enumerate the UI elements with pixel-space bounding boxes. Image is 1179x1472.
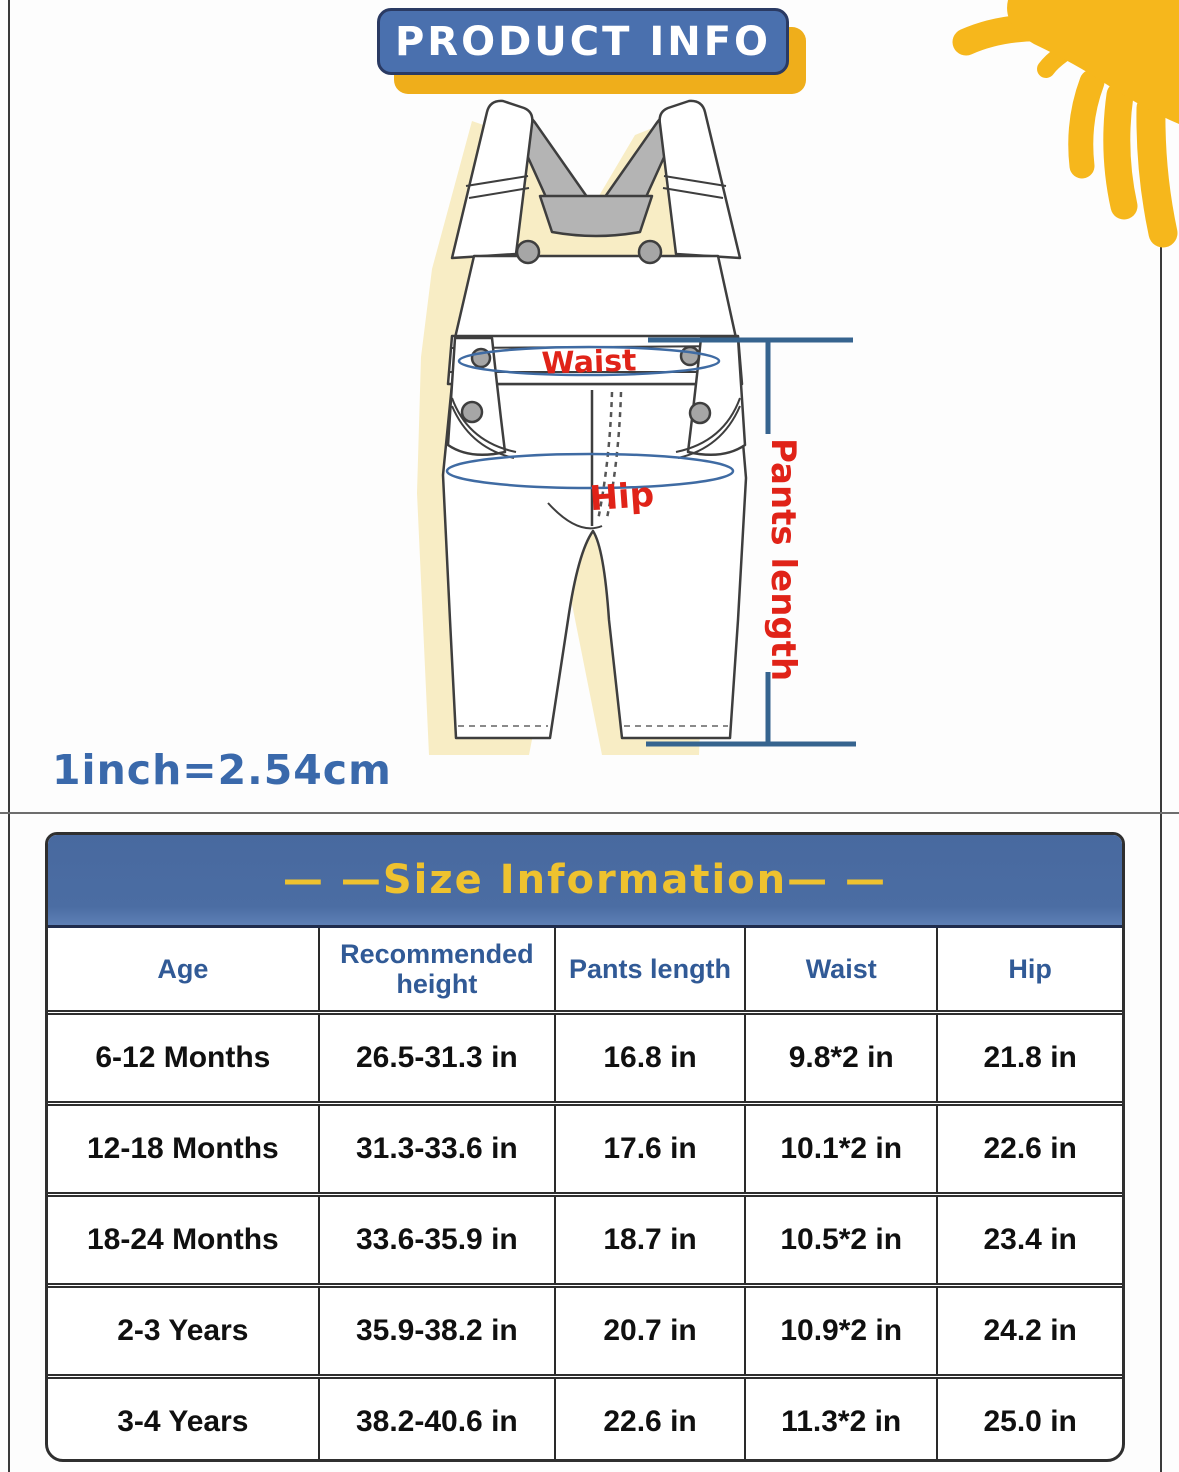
product-info-title: PRODUCT INFO (394, 18, 772, 65)
unit-conversion-note: 1inch=2.54cm (52, 746, 392, 794)
section-divider-line (0, 812, 1179, 814)
table-cell: 18.7 in (556, 1197, 746, 1283)
waist-label: Waist (541, 343, 637, 382)
table-cell: 24.2 in (983, 1314, 1077, 1347)
table-cell: 22.6 in (556, 1379, 746, 1462)
size-table-title: — —Size Information— — (282, 857, 888, 903)
table-cell: 20.7 in (556, 1288, 746, 1374)
table-cell: 18-24 Months (48, 1197, 320, 1283)
table-row (48, 1283, 1122, 1374)
hip-label: Hip (588, 474, 656, 520)
table-cell: 6-12 Months (48, 1015, 320, 1101)
table-cell: 31.3-33.6 in (320, 1106, 556, 1192)
table-cell: 12-18 Months (48, 1106, 320, 1192)
table-row (48, 1101, 1122, 1192)
column-header-pants-length: Pants length (556, 928, 746, 1010)
page-border-left (8, 0, 10, 1472)
size-information-table (45, 832, 1125, 1462)
table-body (48, 1010, 1122, 1462)
table-cell: 10.1*2 in (746, 1106, 938, 1192)
table-cell: 10.9*2 in (746, 1288, 938, 1374)
table-cell: 35.9-38.2 in (320, 1288, 556, 1374)
product-info-badge (377, 8, 789, 75)
table-row (48, 1374, 1122, 1462)
table-cell: 17.6 in (556, 1106, 746, 1192)
table-row (48, 1192, 1122, 1283)
table-header-row (48, 928, 1122, 1010)
overalls-measurement-diagram (390, 95, 960, 765)
pants-length-label: Pants length (763, 438, 803, 682)
column-header-age: Age (48, 928, 320, 1010)
table-cell: 9.8*2 in (746, 1015, 938, 1101)
table-cell: 16.8 in (556, 1015, 746, 1101)
table-cell: 2-3 Years (48, 1288, 320, 1374)
table-cell: 22.6 in (983, 1132, 1077, 1165)
table-cell: 25.0 in (983, 1405, 1077, 1438)
column-header-waist: Waist (746, 928, 938, 1010)
table-cell: 26.5-31.3 in (320, 1015, 556, 1101)
table-row (48, 1010, 1122, 1101)
table-cell: 21.8 in (983, 1041, 1077, 1074)
table-cell: 11.3*2 in (746, 1379, 938, 1462)
size-table-title-bar (48, 835, 1122, 928)
table-cell: 23.4 in (983, 1223, 1077, 1256)
table-cell: 33.6-35.9 in (320, 1197, 556, 1283)
column-header-recommended-height: Recommended height (320, 928, 556, 1010)
table-cell: 10.5*2 in (746, 1197, 938, 1283)
column-header-hip: Hip (1008, 953, 1052, 984)
paint-splash-icon (938, 0, 1179, 256)
table-cell: 38.2-40.6 in (320, 1379, 556, 1462)
table-cell: 3-4 Years (48, 1379, 320, 1462)
